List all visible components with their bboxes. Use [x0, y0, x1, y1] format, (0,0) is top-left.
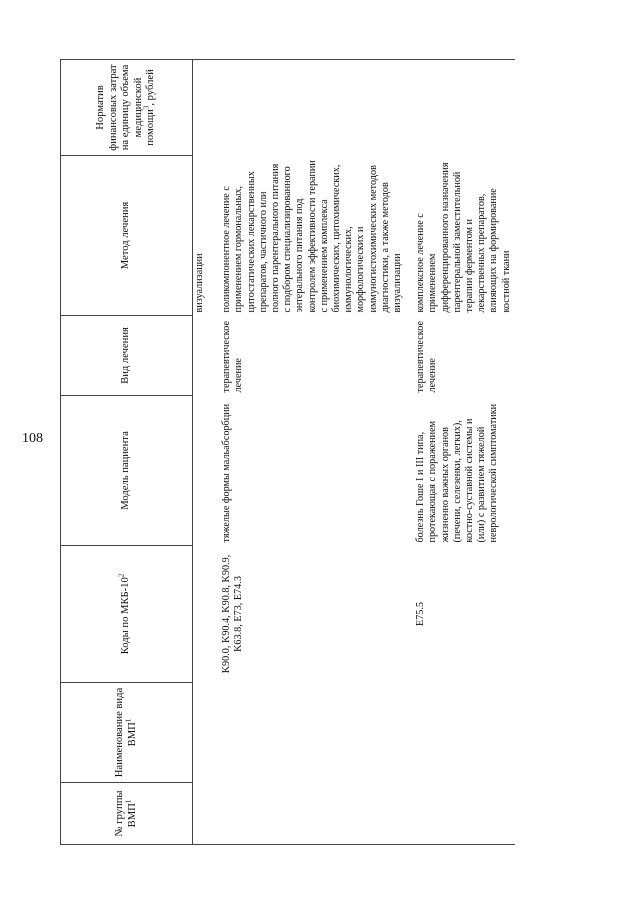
model-cell: тяжелые формы мальабсорбции [221, 403, 233, 543]
header-treatment-method: Метод лечения [61, 156, 193, 316]
table-row [212, 60, 406, 845]
header-norm: Норматив финансовых затрат на единицу объема медицинской помощи$^3$, рублей [61, 60, 193, 156]
header-vmp-name: Наименование вида ВМП$^1$ [61, 683, 193, 783]
type-cell: терапевтическое лечение [415, 321, 439, 393]
header-treatment-type: Вид лечения [61, 316, 193, 396]
rotated-page-content [60, 60, 575, 845]
page-number: 108 [22, 431, 43, 446]
method-cell: поликомпонентное лечение с применением гормональных, цитостатических лекарственных препаратов, частичного или полного парентерального питания с подбором специализированного энтерального питания под контролем эффективности терапии с применением комплекса биохимических, цитохимических, иммунологических, морфологических и иммуногистохимических методов диагностики, а также методов визуализации [221, 160, 404, 313]
icd-cell: K90.0, K90.4, K90.8, K90.9, K63.8, E73, E74.3 [221, 554, 245, 674]
table-header-row [61, 60, 193, 845]
table-row [406, 60, 515, 845]
carryover-text: визуализации [194, 253, 205, 313]
type-cell: терапевтическое лечение [221, 321, 245, 393]
icd-cell: E75.5 [415, 601, 427, 627]
vmp-table [60, 59, 515, 845]
header-icd-codes: Коды по МКБ-$10^2$ [61, 546, 193, 683]
method-cell: комплексное лечение с применением дифференцированного назначения парентеральной заместительной терапии ферментом и лекарственных препаратов, влияющих на формирование костной ткани [415, 162, 512, 313]
table-row-carryover [193, 60, 213, 845]
model-cell: болезнь Гоше I и III типа, протекающая с поражением жизненно важных органов (печени, селезенки, легких), костно-суставной системы и (или) с развитием тяжелой неврологической симптоматики [415, 403, 500, 543]
header-patient-model: Модель пациента [61, 396, 193, 546]
header-group-num: № группы ВМП$^1$ [61, 783, 193, 845]
